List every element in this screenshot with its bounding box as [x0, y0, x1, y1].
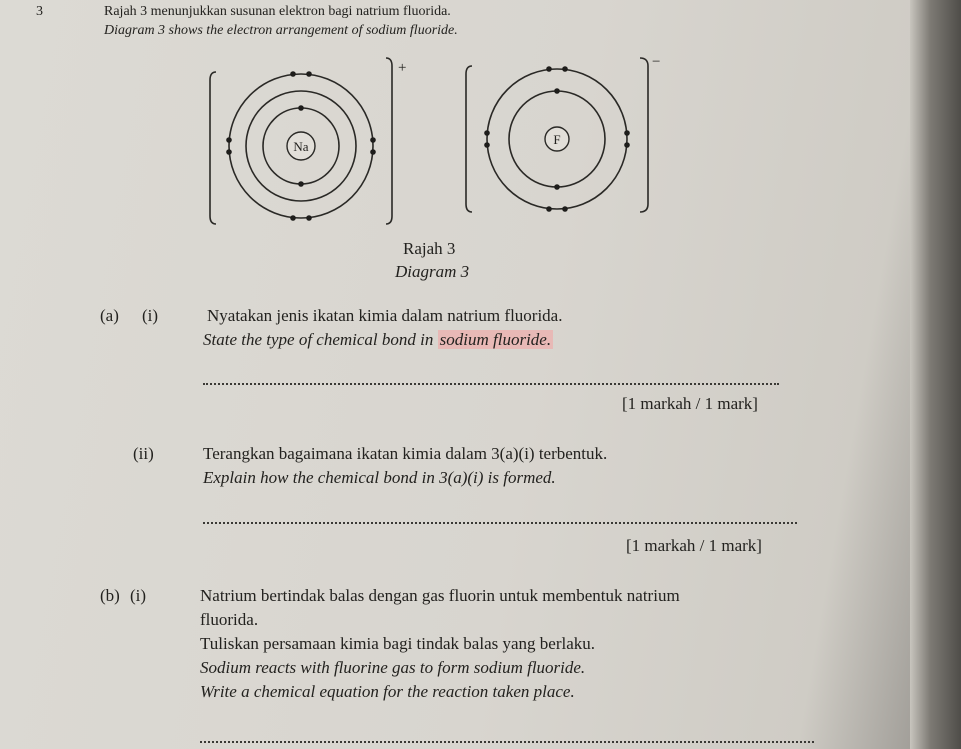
part-b-i-malay-line3: Tuliskan persamaan kimia bagi tindak balas yang berlaku. [200, 634, 596, 653]
part-a-i-english: State the type of chemical bond in sodium fluoride. [203, 330, 552, 349]
na-charge: + [398, 60, 407, 76]
mark-a-ii: [1 markah / 1 mark] [626, 536, 762, 555]
part-b-i-malay-line1: Natrium bertindak balas dengan gas fluorin untuk membentuk natrium [200, 586, 680, 605]
na-symbol: Na [293, 139, 309, 154]
part-a-i-label: (i) [142, 306, 159, 325]
f-right-bracket [640, 58, 648, 212]
diagram-caption-english: Diagram 3 [395, 262, 470, 281]
intro-malay: Rajah 3 menunjukkan susunan elektron bagi natrium fluorida. [104, 4, 451, 19]
part-b-i-english-line2: Write a chemical equation for the reaction taken place. [200, 682, 575, 701]
part-a-ii-malay: Terangkan bagaimana ikatan kimia dalam 3(a)(i) terbentuk. [203, 444, 608, 463]
part-b-label: (b) [100, 586, 120, 605]
na-left-bracket [210, 72, 216, 224]
f-left-bracket [466, 66, 472, 212]
part-a-ii-english: Explain how the chemical bond in 3(a)(i) is formed. [203, 468, 556, 487]
part-b-i-english-line1: Sodium reacts with fluorine gas to form sodium fluoride. [200, 658, 586, 677]
answer-line-a-i[interactable] [203, 383, 779, 385]
na-right-bracket [386, 58, 392, 224]
question-number: 3 [36, 4, 43, 19]
part-a-i-malay: Nyatakan jenis ikatan kimia dalam natrium fluorida. [207, 306, 563, 325]
f-symbol: F [553, 132, 561, 147]
answer-line-a-ii[interactable] [203, 522, 797, 524]
part-a-label: (a) [100, 306, 119, 325]
answer-line-b-i[interactable] [200, 741, 814, 743]
part-b-i-malay-line2: fluorida. [200, 610, 259, 629]
part-b-i-label: (i) [130, 586, 147, 605]
intro-english: Diagram 3 shows the electron arrangement of sodium fluoride. [104, 23, 458, 38]
f-charge: − [652, 54, 661, 70]
mark-a-i: [1 markah / 1 mark] [622, 394, 758, 413]
diagram-caption-malay: Rajah 3 [403, 239, 456, 258]
part-a-ii-label: (ii) [133, 444, 154, 463]
